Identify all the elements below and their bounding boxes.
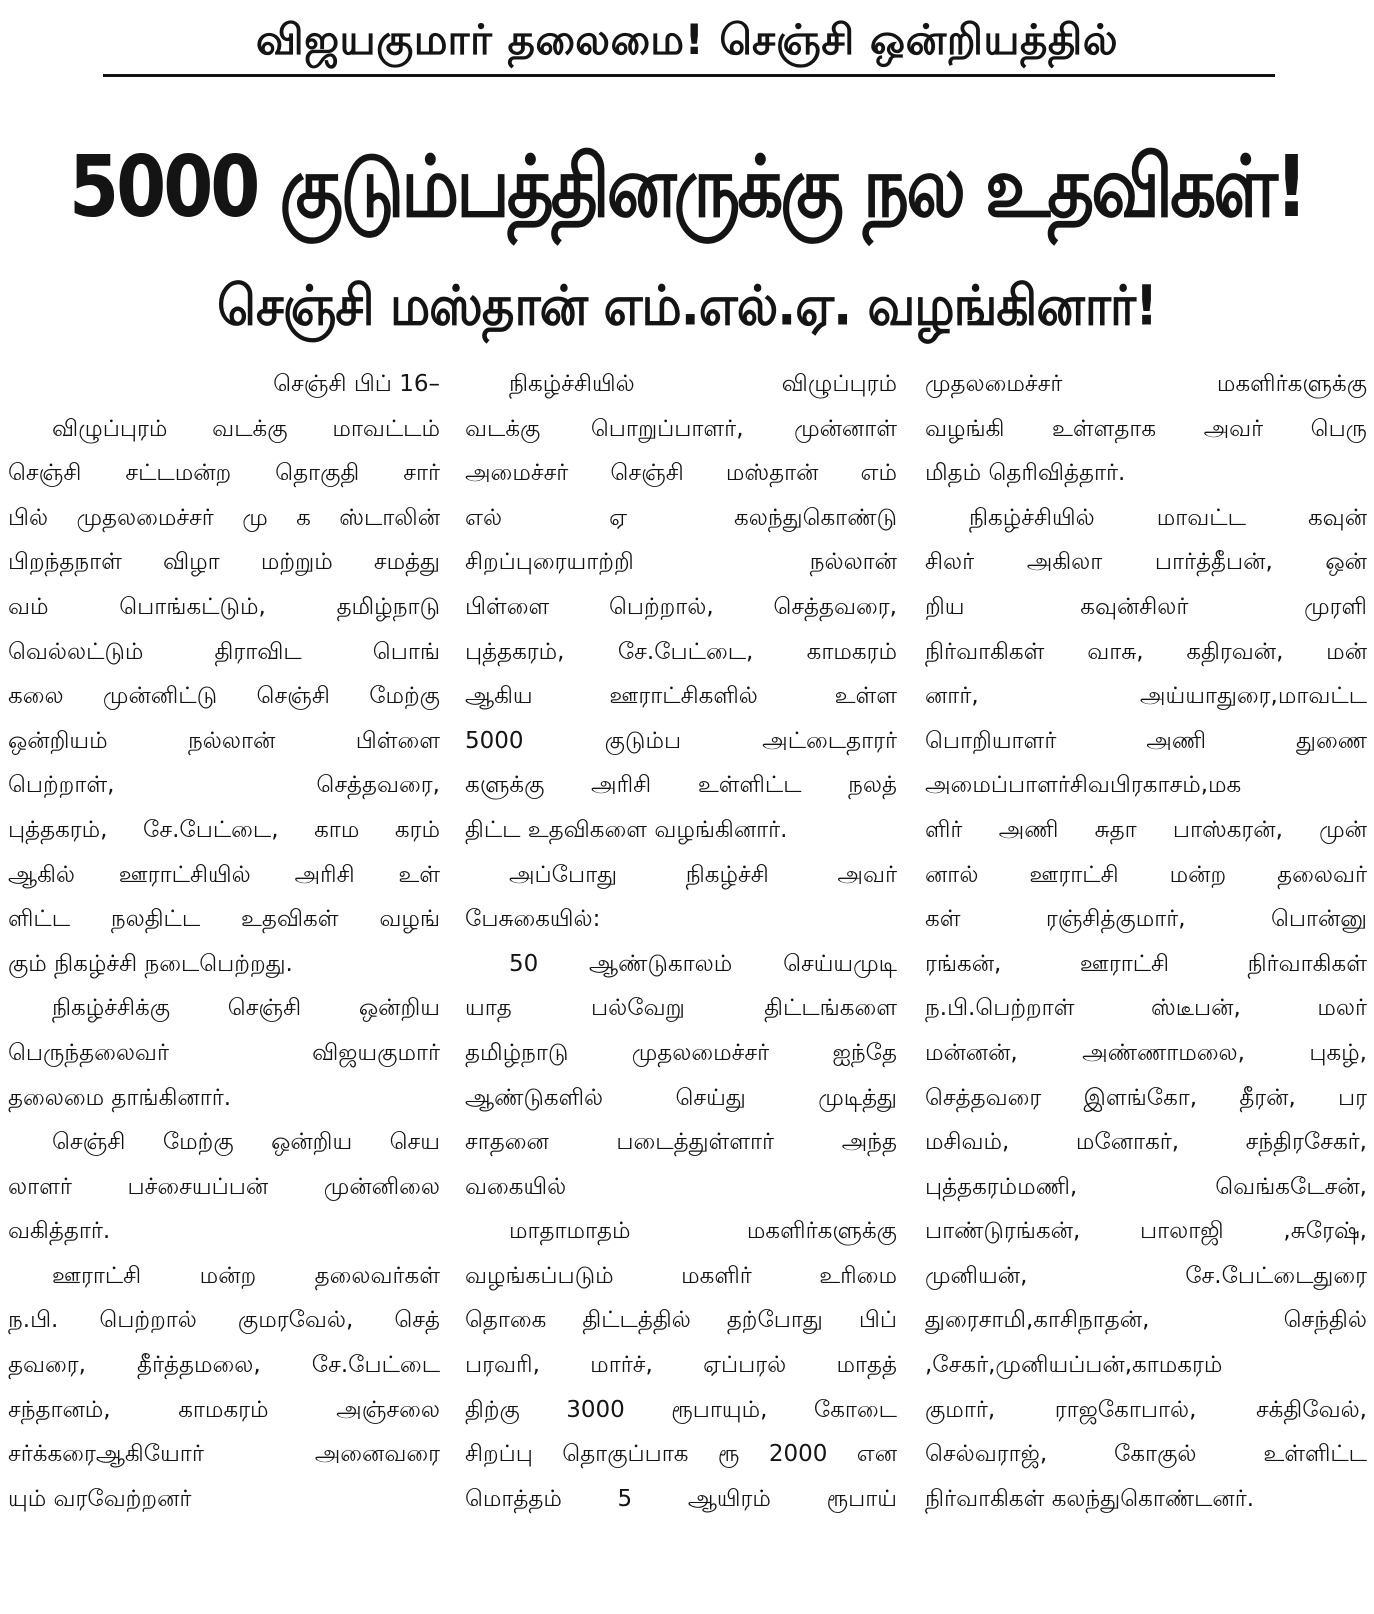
column-line: செஞ்சி சட்டமன்ற தொகுதி சார்: [8, 460, 440, 487]
subheadline: செஞ்சி மஸ்தான் எம்.எல்.ஏ. வழங்கினார்!: [217, 274, 1157, 338]
column-line: பெருந்தலைவர் விஜயகுமார்: [8, 1039, 440, 1066]
column-line: தவரை, தீர்த்தமலை, சே.பேட்டை: [8, 1352, 440, 1379]
column-line: ளிர் அணி சுதா பாஸ்கரன், முன்: [925, 816, 1367, 843]
column-line: புத்தகரம், சே.பேட்டை, காம கரம்: [8, 816, 440, 843]
column-line: முனியன், சே.பேட்டைதுரை: [925, 1262, 1367, 1289]
column-line: ரங்கன், ஊராட்சி நிர்வாகிகள்: [925, 950, 1367, 977]
column-line: நிகழ்ச்சிக்கு செஞ்சி ஒன்றிய: [52, 995, 440, 1022]
column-line: 50 ஆண்டுகாலம் செய்யமுடி: [509, 950, 897, 977]
column-line: வகையில்: [465, 1173, 567, 1200]
column-line: ஆகிய ஊராட்சிகளில் உள்ள: [465, 683, 897, 710]
column-line: கள் ரஞ்சித்குமார், பொன்னு: [925, 906, 1367, 933]
column-line: புத்தகரம்மணி, வெங்கடேசன்,: [925, 1173, 1367, 1200]
column-line: சந்தானம், காமகரம் அஞ்சலை: [8, 1396, 440, 1423]
column-line: மொத்தம் 5 ஆயிரம் ரூபாய்: [465, 1485, 897, 1512]
column-line: நிகழ்ச்சியில் விழுப்புரம்: [509, 371, 897, 397]
column-line: னால் ஊராட்சி மன்ற தலைவர்: [925, 861, 1367, 888]
column-line: வழங்கப்படும் மகளிர் உரிமை: [465, 1262, 897, 1289]
column-line: பிள்ளை பெற்றால், செத்தவரை,: [465, 593, 897, 620]
column-line: மிதம் தெரிவித்தார்.: [925, 460, 1126, 487]
column-line: யாத பல்வேறு திட்டங்களை: [465, 995, 897, 1022]
column-line: மசிவம், மனோகர், சந்திரசேகர்,: [925, 1129, 1367, 1156]
column-line: யும் வரவேற்றனர்: [8, 1485, 192, 1512]
column-line: னார், அய்யாதுரை,மாவட்ட: [925, 683, 1367, 710]
column-line: ஊராட்சி மன்ற தலைவர்கள்: [52, 1262, 440, 1289]
column-line: பேசுகையில்:: [465, 906, 601, 933]
column-line: தொகை திட்டத்தில் தற்போது பிப்: [465, 1307, 897, 1334]
column-line: செத்தவரை இளங்கோ, தீரன், பர: [925, 1084, 1367, 1111]
column-line: செஞ்சி மேற்கு ஒன்றிய செய: [52, 1129, 440, 1156]
column-line: செல்வராஜ், கோகுல் உள்ளிட்ட: [925, 1441, 1367, 1468]
column-line: தமிழ்நாடு முதலமைச்சர் ஐந்தே: [465, 1039, 897, 1066]
column-line: ந.பி. பெற்றால் குமரவேல், செத்: [8, 1307, 440, 1334]
column-line: சர்க்கரைஆகியோர் அனைவரை: [8, 1441, 440, 1468]
column-line: ஆண்டுகளில் செய்து முடித்து: [465, 1084, 897, 1111]
kicker-underline: [103, 74, 1275, 77]
column-line: பெற்றாள், செத்தவரை,: [8, 772, 440, 799]
column-line: லாளர் பச்சையப்பன் முன்னிலை: [8, 1173, 440, 1200]
headline: 5000 குடும்பத்தினருக்கு நல உதவிகள்!: [69, 136, 1305, 237]
column-line: முதலமைச்சர் மகளிர்களுக்கு: [925, 371, 1367, 397]
column-line: மன்னன், அண்ணாமலை, புகழ்,: [925, 1039, 1367, 1066]
column-line: அமைப்பாளர்சிவபிரகாசம்,மக: [925, 772, 1242, 799]
column-line: ந.பி.பெற்றாள் ஸ்டீபன், மலர்: [925, 995, 1367, 1022]
column-line: றிய கவுன்சிலர் முரளி: [925, 593, 1367, 620]
column-line: வம் பொங்கட்டும், தமிழ்நாடு: [8, 593, 440, 620]
column-line: கலை முன்னிட்டு செஞ்சி மேற்கு: [8, 683, 440, 710]
column-line: ,சேகர்,முனியப்பன்,காமகரம்: [925, 1352, 1223, 1379]
column-line: பொறியாளர் அணி துணை: [925, 727, 1367, 754]
column-line: நிர்வாகிகள் கலந்துகொண்டனர்.: [925, 1485, 1255, 1512]
column-line: கும் நிகழ்ச்சி நடைபெற்றது.: [8, 950, 293, 977]
column-line: ஆகில் ஊராட்சியில் அரிசி உள்: [8, 861, 440, 888]
column-line: தலைமை தாங்கினார்.: [8, 1084, 232, 1111]
column-line: ளிட்ட நலதிட்ட உதவிகள் வழங்: [8, 906, 440, 933]
column-line: களுக்கு அரிசி உள்ளிட்ட நலத்: [465, 772, 897, 799]
column-line: ஒன்றியம் நல்லான் பிள்ளை: [8, 727, 440, 754]
column-line: விழுப்புரம் வடக்கு மாவட்டம்: [52, 415, 440, 442]
column-line: துரைசாமி,காசிநாதன், செந்தில்: [925, 1307, 1367, 1334]
column-line: புத்தகரம், சே.பேட்டை, காமகரம்: [465, 638, 897, 665]
column-line: பாண்டுரங்கன், பாலாஜி ,சுரேஷ்,: [925, 1218, 1367, 1245]
column-line: வடக்கு பொறுப்பாளர், முன்னாள்: [465, 415, 897, 442]
column-line: வெல்லட்டும் திராவிட பொங்: [8, 638, 440, 665]
column-line: வழங்கி உள்ளதாக அவர் பெரு: [925, 415, 1367, 442]
kicker-line: விஜயகுமார் தலைமை! செஞ்சி ஒன்றியத்தில்: [255, 15, 1119, 64]
column-line: குமார், ராஜகோபால், சக்திவேல்,: [925, 1396, 1367, 1423]
column-line: சிலர் அகிலா பார்த்தீபன், ஒன்: [925, 549, 1367, 576]
column-line: திற்கு 3000 ரூபாயும், கோடை: [465, 1396, 897, 1423]
column-line: பிறந்தநாள் விழா மற்றும் சமத்து: [8, 549, 440, 576]
article-column-3: [925, 362, 1367, 1612]
column-line: பில் முதலமைச்சர் மு க ஸ்டாலின்: [8, 504, 440, 531]
column-line: சிறப்புரையாற்றி நல்லான்: [465, 549, 897, 576]
column-line: வகித்தார்.: [8, 1218, 111, 1245]
column-line: சிறப்பு தொகுப்பாக ரூ 2000 என: [465, 1441, 897, 1468]
column-line: மாதாமாதம் மகளிர்களுக்கு: [509, 1218, 897, 1245]
column-line: அப்போது நிகழ்ச்சி அவர்: [509, 861, 897, 888]
article-column-1: [8, 362, 440, 1612]
column-line: சாதனை படைத்துள்ளார் அந்த: [465, 1129, 897, 1156]
column-line: 5000 குடும்ப அட்டைதாரர்: [465, 727, 897, 754]
column-line: பரவரி, மார்ச், ஏப்பரல் மாதத்: [465, 1352, 897, 1379]
column-line: எல் ஏ கலந்துகொண்டு: [465, 504, 897, 531]
column-line: திட்ட உதவிகளை வழங்கினார்.: [465, 816, 788, 843]
column-line: அமைச்சர் செஞ்சி மஸ்தான் எம்: [465, 460, 897, 487]
column-line: நிர்வாகிகள் வாசு, கதிரவன், மன்: [925, 638, 1367, 665]
dateline: செஞ்சி பிப் 16–: [273, 371, 440, 397]
article-column-2: [465, 362, 897, 1612]
column-line: நிகழ்ச்சியில் மாவட்ட கவுன்: [969, 504, 1367, 531]
